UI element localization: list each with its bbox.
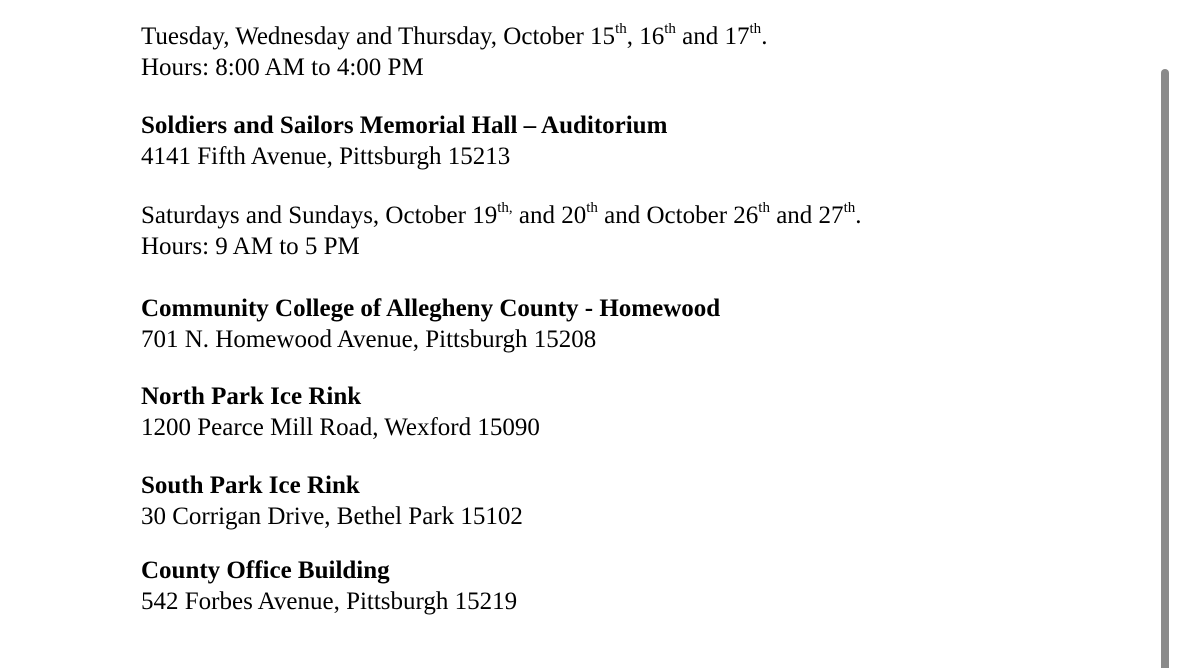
scrollbar-thumb[interactable] bbox=[1161, 69, 1169, 668]
location-name: North Park Ice Rink bbox=[141, 383, 362, 410]
location-name: South Park Ice Rink bbox=[141, 472, 360, 499]
schedule-1-days: Tuesday, Wednesday and Thursday, October 15th, 16th and 17th. bbox=[141, 20, 768, 50]
location-address: 701 N. Homewood Avenue, Pittsburgh 15208 bbox=[141, 326, 597, 353]
location-address: 1200 Pearce Mill Road, Wexford 15090 bbox=[141, 414, 540, 441]
location-address: 542 Forbes Avenue, Pittsburgh 15219 bbox=[141, 588, 518, 615]
location-name: Community College of Allegheny County - Homewood bbox=[141, 295, 721, 322]
location-name: Soldiers and Sailors Memorial Hall – Auditorium bbox=[141, 112, 668, 139]
location-name: County Office Building bbox=[141, 557, 390, 584]
schedule-2-hours: Hours: 9 AM to 5 PM bbox=[141, 233, 360, 260]
schedule-2-days: Saturdays and Sundays, October $19^{th,}$ and 20th and October 26th and 27th. bbox=[141, 199, 862, 229]
location-address: 4141 Fifth Avenue, Pittsburgh 15213 bbox=[141, 143, 511, 170]
schedule-1-hours: Hours: 8:00 AM to 4:00 PM bbox=[141, 54, 424, 81]
location-address: 30 Corrigan Drive, Bethel Park 15102 bbox=[141, 503, 523, 530]
document-body bbox=[141, 0, 1121, 668]
